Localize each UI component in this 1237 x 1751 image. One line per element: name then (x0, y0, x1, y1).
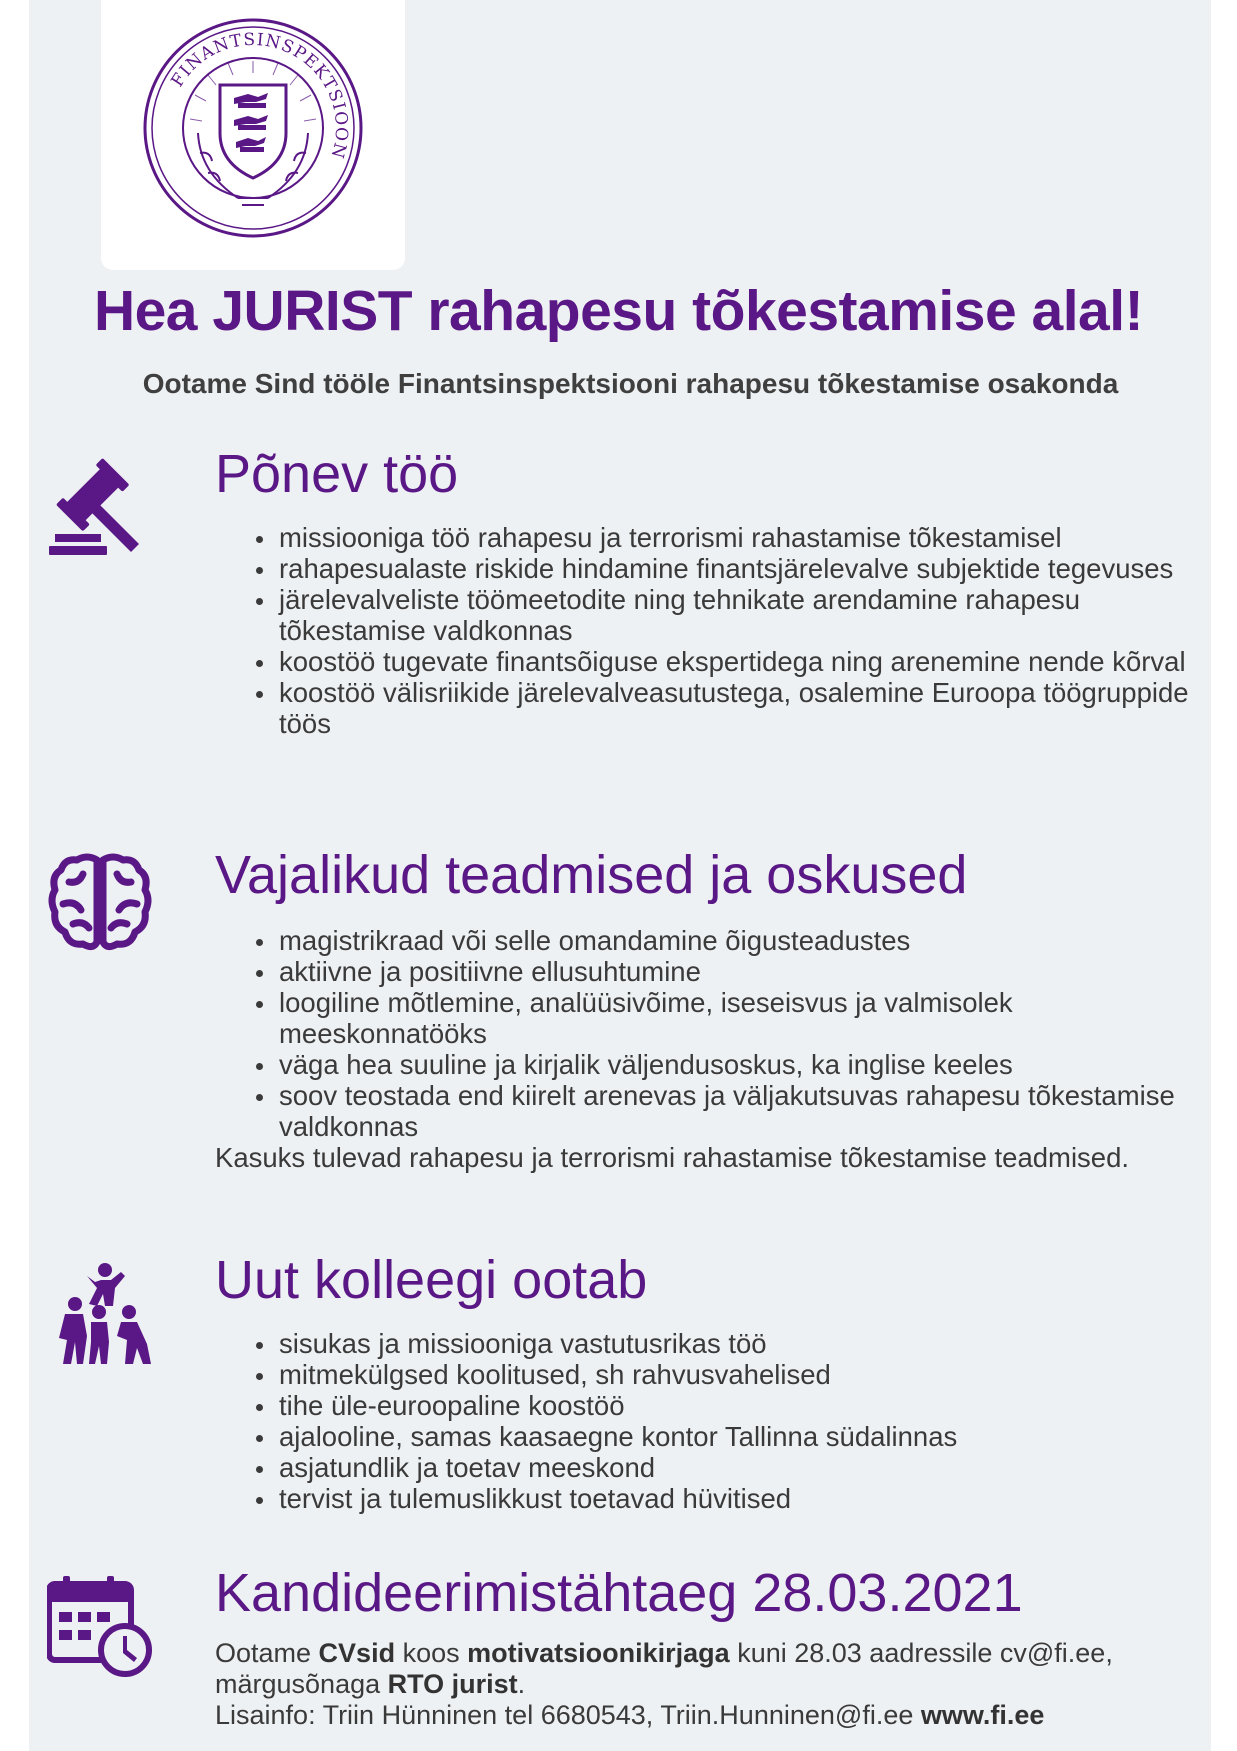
list-item: • asjatundlik ja toetav meeskond (277, 1452, 1195, 1483)
list-item: • koostöö välisriikide järelevalveasutustega, osalemine Euroopa töögruppide töös (277, 677, 1195, 739)
calendar-clock-icon (47, 1574, 153, 1678)
list-item: • väga hea suuline ja kirjalik väljendusoskus, ka inglise keeles (277, 1049, 1195, 1080)
keyword-emphasis: RTO jurist (387, 1669, 518, 1699)
list-item: • ajalooline, samas kaasaegne kontor Tallinna südalinnas (277, 1421, 1195, 1452)
list-item: • mitmekülgsed koolitused, sh rahvusvahelised (277, 1359, 1195, 1390)
list-item: • loogiline mõtlemine, analüüsivõime, iseseisvus ja valmisolek meeskonnatööks (277, 987, 1195, 1049)
website-link[interactable]: www.fi.ee (920, 1700, 1045, 1730)
team-icon (47, 1260, 153, 1368)
uut-kolleegi-list (215, 1328, 1195, 1514)
deadline-heading: Kandideerimistähtaeg 28.03.2021 (215, 1563, 1023, 1623)
list-item: • tihe üle-euroopaline koostöö (277, 1390, 1195, 1421)
motivation-letter-emphasis: motivatsioonikirjaga (467, 1638, 730, 1668)
logo-box (101, 0, 405, 270)
cv-emphasis: CVsid (318, 1638, 396, 1668)
list-item: • tervist ja tulemuslikkust toetavad hüvitised (277, 1483, 1195, 1514)
gavel-icon (47, 452, 153, 558)
page-subtitle: Ootame Sind tööle Finantsinspektsiooni rahapesu tõkestamise osakonda (142, 368, 1119, 399)
section-heading-vajalikud: Vajalikud teadmised ja oskused (215, 845, 968, 905)
page-title: Hea JURIST rahapesu tõkestamise alal! (93, 279, 1144, 343)
advantage-note: Kasuks tulevad rahapesu ja terrorismi rahastamise tõkestamise teadmised. (215, 1142, 1130, 1173)
finantsinspektsioon-seal-icon (138, 13, 368, 243)
section-heading-ponev-too: Põnev töö (215, 444, 459, 504)
section-heading-uut-kolleegi: Uut kolleegi ootab (215, 1250, 648, 1310)
list-item: • aktiivne ja positiivne ellusuhtumine (277, 956, 1195, 987)
list-item: • soov teostada end kiirelt arenevas ja väljakutsuvas rahapesu tõkestamise valdkonnas (277, 1080, 1195, 1142)
contact-info: Ootame CVsid koos motivatsioonikirjaga kuni 28.03 aadressile cv@fi.ee, märgusõnaga RTO jurist. Lisainfo: Triin Hünninen tel 6680543, Triin.Hunninen@fi.ee www.fi.ee (215, 1638, 1113, 1730)
brain-icon (47, 852, 153, 952)
list-item: • koostöö tugevate finantsõiguse ekspertidega ning arenemine nende kõrval (277, 646, 1195, 677)
list-item: • missiooniga töö rahapesu ja terrorismi rahastamise tõkestamisel (277, 522, 1195, 553)
ponev-too-list (215, 522, 1195, 739)
list-item: • järelevalveliste töömeetodite ning tehnikate arendamine rahapesu tõkestamise valdkonnas (277, 584, 1195, 646)
list-item: • rahapesualaste riskide hindamine finantsjärelevalve subjektide tegevuses (277, 553, 1195, 584)
list-item: • magistrikraad või selle omandamine õigusteadustes (277, 925, 1195, 956)
list-item: • sisukas ja missiooniga vastutusrikas töö (277, 1328, 1195, 1359)
seal-ring-text: FINANTSINSPEKTSIOON (167, 29, 352, 162)
vajalikud-list (215, 925, 1195, 1142)
